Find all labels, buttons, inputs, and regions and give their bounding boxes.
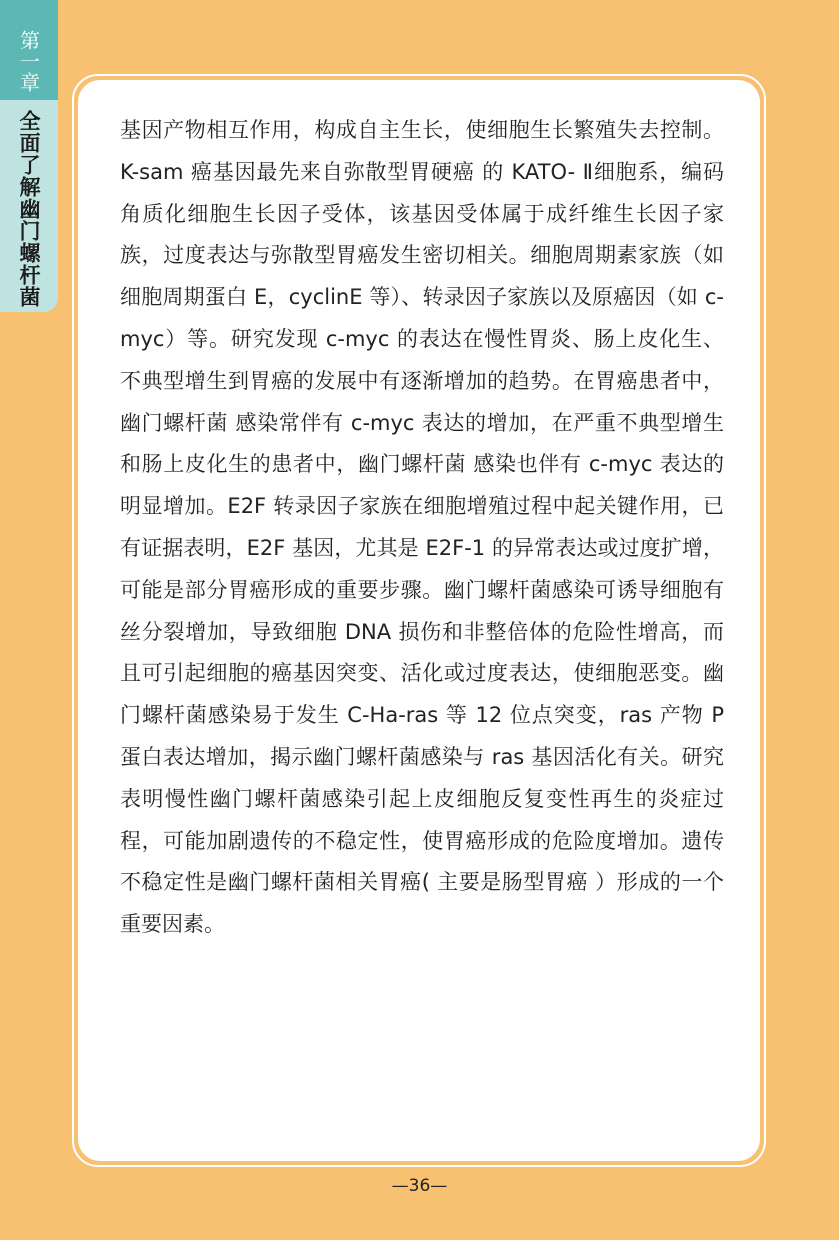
content-card	[78, 80, 760, 1161]
chapter-label: 第一章	[16, 30, 41, 93]
body-paragraph: 基因产物相互作用，构成自主生长，使细胞生长繁殖失去控制。K-sam 癌基因最先来自弥散型胃硬癌 的 KATO- Ⅱ细胞系，编码角质化细胞生长因子受体，该基因受体属于成纤维生长因子家族，过度表达与弥散型胃癌发生密切相关。细胞周期素家族（如细胞周期蛋白 E，cyclinE 等）、转录因子家族以及原癌因（如 c-myc）等。研究发现 c-myc 的表达在慢性胃炎、肠上皮化生、不典型增生到胃癌的发展中有逐渐增加的趋势。在胃癌患者中，幽门螺杆菌 感染常伴有 c-myc 表达的增加，在严重不典型增生和肠上皮化生的患者中，幽门螺杆菌 感染也伴有 c-myc 表达的明显增加。E2F 转录因子家族在细胞增殖过程中起关键作用，已有证据表明，E2F 基因，尤其是 E2F-1 的异常表达或过度扩增，可能是部分胃癌形成的重要步骤。幽门螺杆菌感染可诱导细胞有丝分裂增加，导致细胞 DNA 损伤和非整倍体的危险性增高，而且可引起细胞的癌基因突变、活化或过度表达，使细胞恶变。幽门螺杆菌感染易于发生 C-Ha-ras 等 12 位点突变，ras 产物 P 蛋白表达增加，揭示幽门螺杆菌感染与 ras 基因活化有关。研究表明慢性幽门螺杆菌感染引起上皮细胞反复变性再生的炎症过程，可能加剧遗传的不稳定性，使胃癌形成的危险度增加。遗传不稳定性是幽门螺杆菌相关胃癌( 主要是肠型胃癌 ）形成的一个重要因素。	[120, 118, 724, 937]
topic-tab	[0, 100, 58, 312]
chapter-tab	[0, 0, 58, 100]
topic-label: 全面了解幽门螺杆菌	[17, 110, 41, 308]
chapter-side-tab	[0, 0, 58, 312]
page-number: —36—	[391, 1176, 448, 1196]
